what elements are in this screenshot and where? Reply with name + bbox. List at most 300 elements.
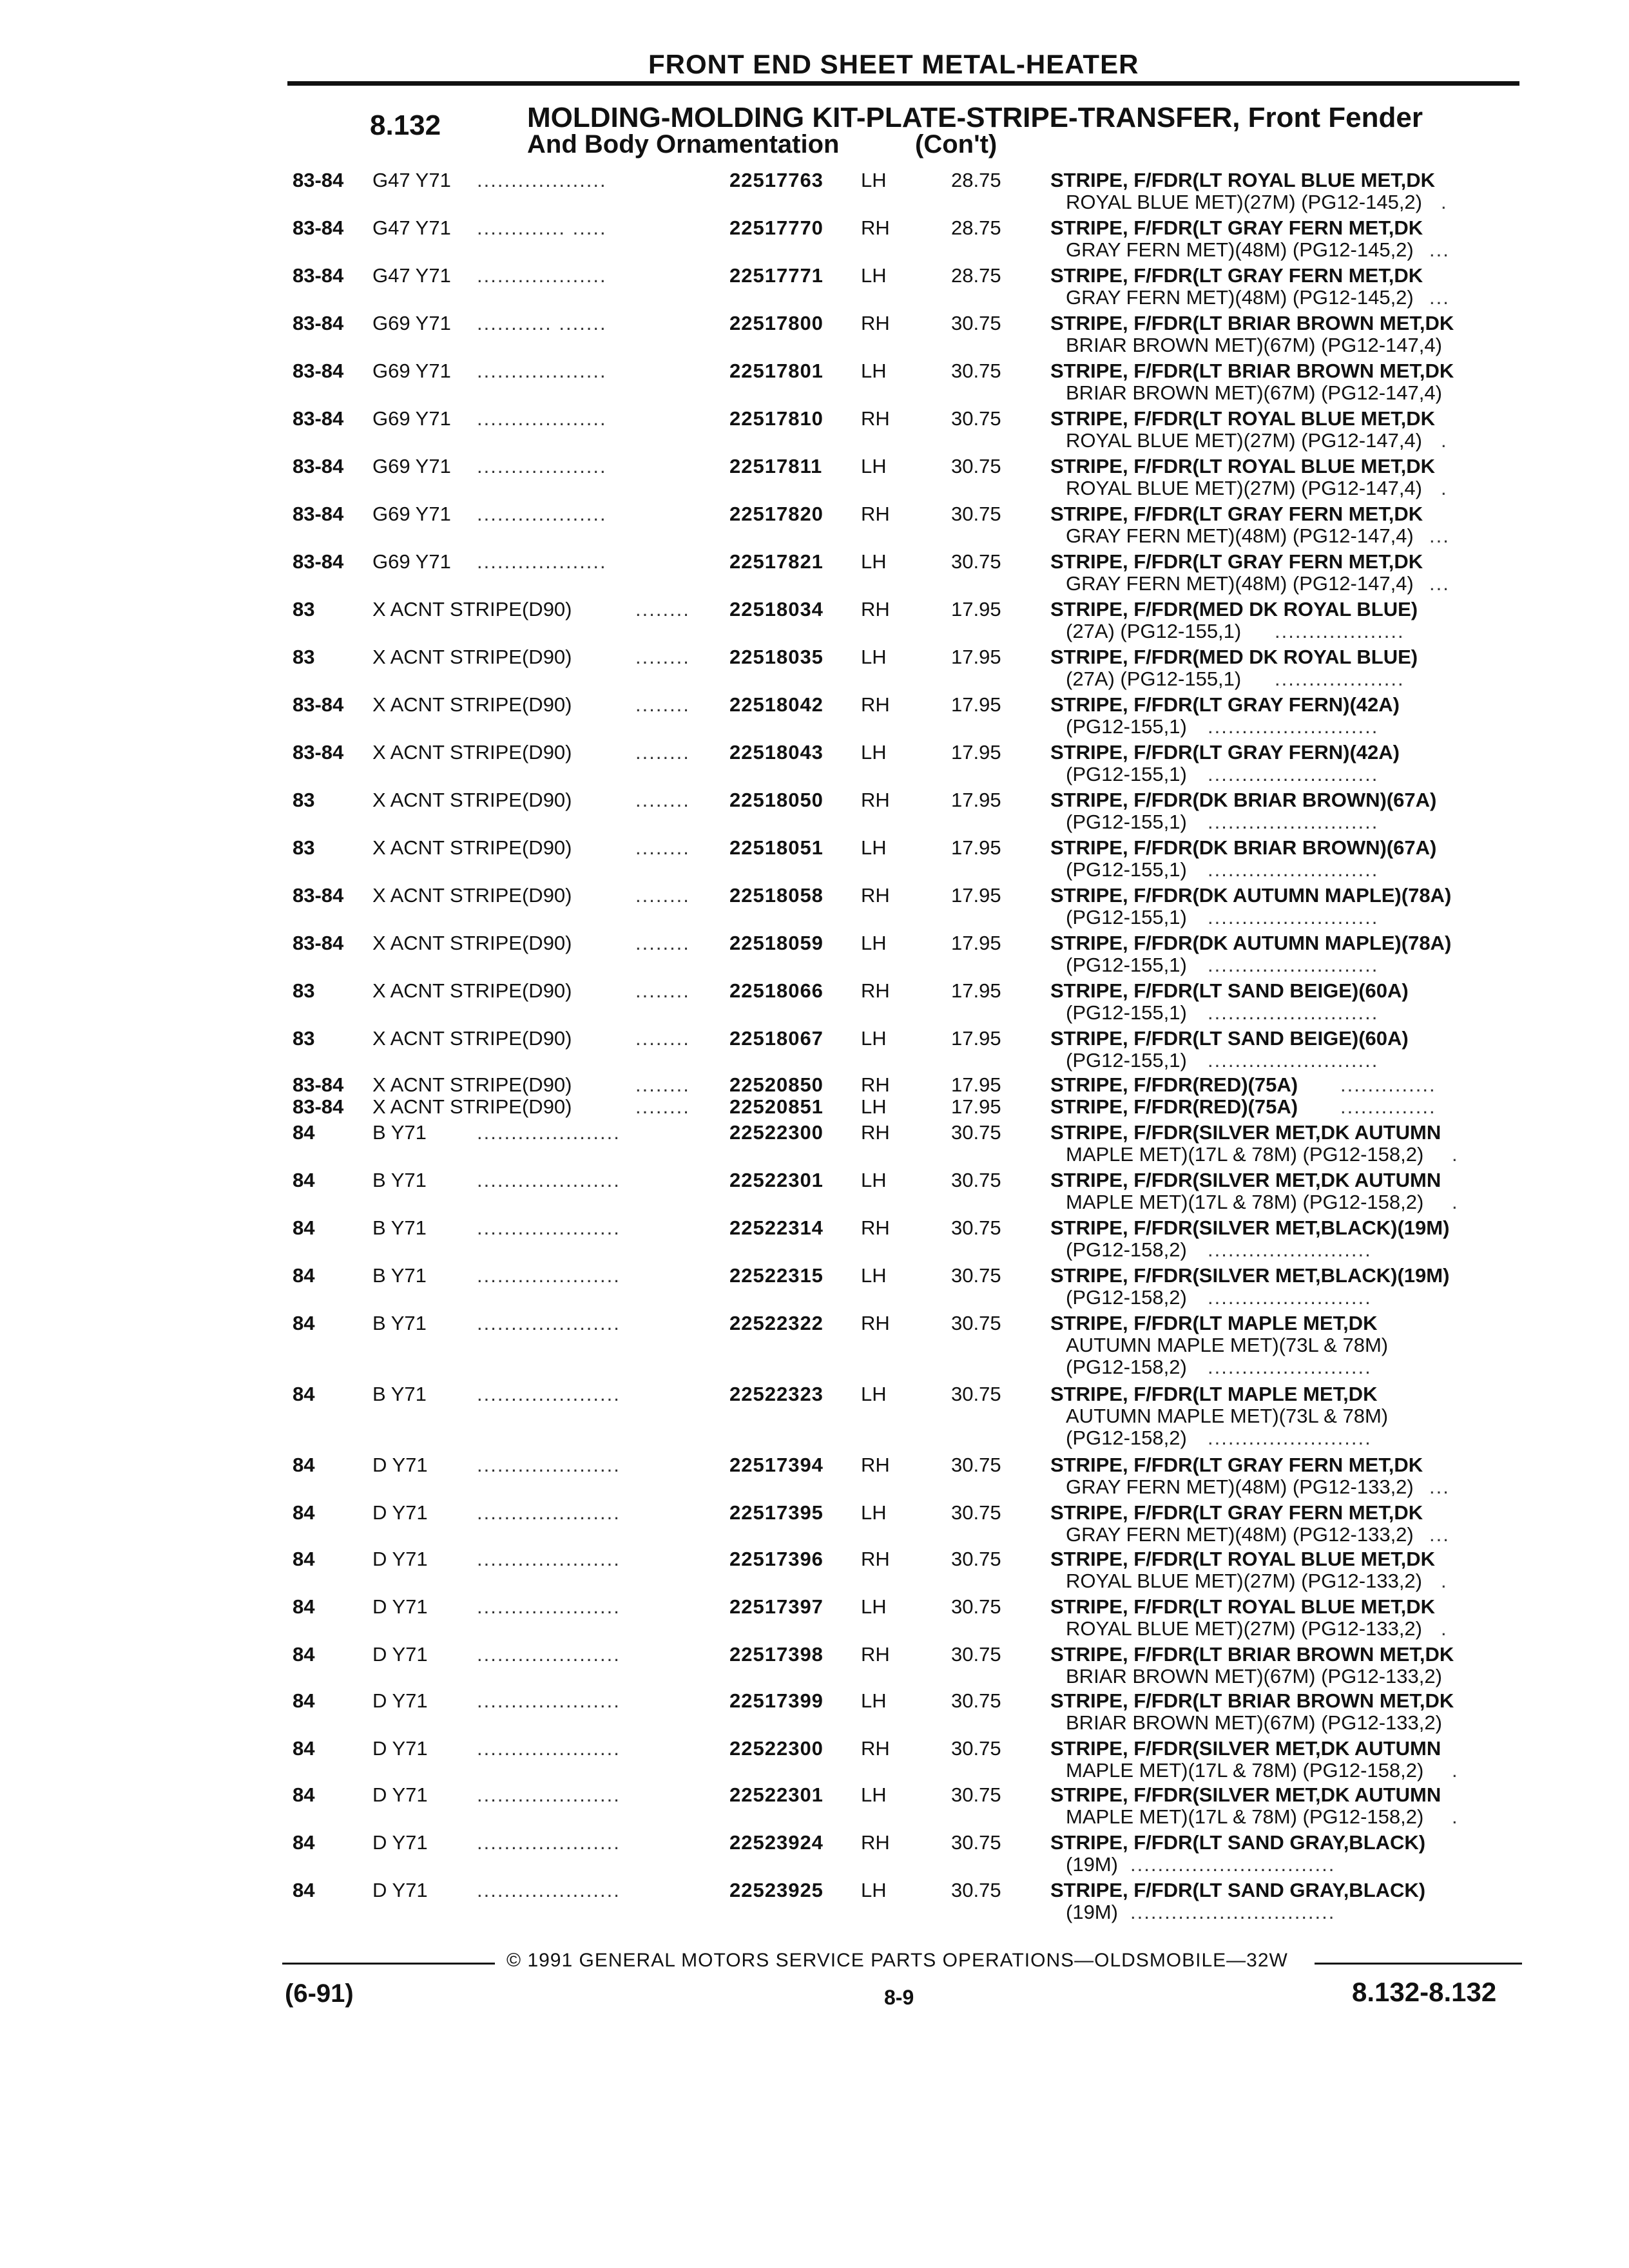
- leader-dots: ........: [635, 1095, 690, 1118]
- price: 17.95: [951, 1095, 1001, 1118]
- model-year: 83: [293, 836, 315, 859]
- side-indicator: RH: [861, 598, 890, 620]
- side-indicator: RH: [861, 407, 890, 430]
- description: STRIPE, F/FDR(LT ROYAL BLUE MET,DK: [1050, 1595, 1436, 1618]
- description-line2: (PG12-158,2): [1066, 1238, 1187, 1261]
- part-number: 22518067: [729, 1027, 824, 1050]
- description: STRIPE, F/FDR(LT GRAY FERN MET,DK: [1050, 264, 1423, 287]
- footer-date: (6-91): [285, 1979, 354, 2008]
- leader-dots: .....................: [477, 1689, 621, 1712]
- price: 30.75: [951, 312, 1001, 334]
- model-code: G47 Y71: [372, 216, 451, 239]
- price: 17.95: [951, 1073, 1001, 1096]
- model-code: D Y71: [372, 1501, 428, 1524]
- description: STRIPE, F/FDR(LT GRAY FERN)(42A): [1050, 741, 1400, 764]
- leader-dots: ........: [635, 979, 690, 1002]
- part-number: 22517397: [729, 1595, 824, 1618]
- part-number: 22518059: [729, 932, 824, 954]
- leader-dots: ........: [635, 1027, 690, 1050]
- model-code: X ACNT STRIPE(D90): [372, 884, 572, 907]
- description-line2: BRIAR BROWN MET)(67M) (PG12-147,4): [1066, 334, 1442, 356]
- description: STRIPE, F/FDR(MED DK ROYAL BLUE): [1050, 598, 1418, 620]
- footer-copyright: © 1991 GENERAL MOTORS SERVICE PARTS OPERATIONS—OLDSMOBILE—32W: [506, 1950, 1288, 1971]
- leader-dots: ...................: [477, 264, 607, 287]
- model-year: 83: [293, 789, 315, 811]
- description-line2: (19M): [1066, 1853, 1118, 1876]
- model-code: X ACNT STRIPE(D90): [372, 1095, 572, 1118]
- description-line2: GRAY FERN MET)(48M) (PG12-145,2): [1066, 238, 1414, 261]
- part-number: 22518058: [729, 884, 824, 907]
- side-indicator: LH: [861, 932, 887, 954]
- price: 17.95: [951, 646, 1001, 668]
- leader-dots: ........: [635, 789, 690, 811]
- model-code: G47 Y71: [372, 169, 451, 191]
- model-year: 84: [293, 1737, 315, 1760]
- price: 17.95: [951, 693, 1001, 716]
- description: STRIPE, F/FDR(SILVER MET,DK AUTUMN: [1050, 1783, 1441, 1806]
- leader-dots: ........................: [1208, 1286, 1372, 1309]
- leader-dots: .: [1452, 1759, 1459, 1782]
- model-year: 84: [293, 1595, 315, 1618]
- leader-dots: .....................: [477, 1312, 621, 1334]
- side-indicator: RH: [861, 1831, 890, 1854]
- model-code: B Y71: [372, 1216, 427, 1239]
- model-code: D Y71: [372, 1831, 428, 1854]
- price: 17.95: [951, 979, 1001, 1002]
- description: STRIPE, F/FDR(LT ROYAL BLUE MET,DK: [1050, 407, 1436, 430]
- part-number: 22522323: [729, 1383, 824, 1405]
- model-year: 84: [293, 1783, 315, 1806]
- description: STRIPE, F/FDR(DK BRIAR BROWN)(67A): [1050, 789, 1437, 811]
- leader-dots: ........: [635, 884, 690, 907]
- description: STRIPE, F/FDR(LT BRIAR BROWN MET,DK: [1050, 312, 1454, 334]
- leader-dots: ...................: [477, 169, 607, 191]
- description: STRIPE, F/FDR(SILVER MET,DK AUTUMN: [1050, 1121, 1441, 1144]
- price: 30.75: [951, 1264, 1001, 1287]
- model-year: 84: [293, 1216, 315, 1239]
- description: STRIPE, F/FDR(LT GRAY FERN MET,DK: [1050, 1454, 1423, 1476]
- model-year: 83-84: [293, 169, 344, 191]
- description-line2: MAPLE MET)(17L & 78M) (PG12-158,2): [1066, 1805, 1424, 1828]
- model-code: X ACNT STRIPE(D90): [372, 1027, 572, 1050]
- leader-dots: ............. .....: [477, 216, 607, 239]
- side-indicator: RH: [861, 1121, 890, 1144]
- model-code: X ACNT STRIPE(D90): [372, 1073, 572, 1096]
- leader-dots: ...................: [477, 407, 607, 430]
- leader-dots: .....................: [477, 1595, 621, 1618]
- description-line2: MAPLE MET)(17L & 78M) (PG12-158,2): [1066, 1143, 1424, 1166]
- model-year: 83-84: [293, 550, 344, 573]
- part-number: 22522315: [729, 1264, 824, 1287]
- price: 30.75: [951, 550, 1001, 573]
- section-title-line2: And Body Ornamentation: [527, 130, 840, 159]
- description-line2: ROYAL BLUE MET)(27M) (PG12-147,4): [1066, 429, 1422, 452]
- side-indicator: LH: [861, 264, 887, 287]
- part-number: 22517399: [729, 1689, 824, 1712]
- description-line2: (27A) (PG12-155,1): [1066, 620, 1242, 642]
- side-indicator: LH: [861, 1169, 887, 1191]
- side-indicator: RH: [861, 884, 890, 907]
- price: 17.95: [951, 741, 1001, 764]
- model-code: G69 Y71: [372, 503, 451, 525]
- leader-dots: ........: [635, 741, 690, 764]
- model-year: 83-84: [293, 312, 344, 334]
- description-line2: BRIAR BROWN MET)(67M) (PG12-133,2): [1066, 1711, 1442, 1734]
- part-number: 22523925: [729, 1879, 824, 1901]
- part-number: 22520851: [729, 1095, 824, 1118]
- leader-dots: ..............................: [1130, 1853, 1336, 1876]
- leader-dots: ...: [1429, 524, 1450, 547]
- description: STRIPE, F/FDR(LT SAND GRAY,BLACK): [1050, 1879, 1426, 1901]
- leader-dots: ........: [635, 1073, 690, 1096]
- part-number: 22518066: [729, 979, 824, 1002]
- description: STRIPE, F/FDR(SILVER MET,DK AUTUMN: [1050, 1169, 1441, 1191]
- description-line2: ROYAL BLUE MET)(27M) (PG12-133,2): [1066, 1570, 1422, 1592]
- leader-dots: .....................: [477, 1783, 621, 1806]
- leader-dots: .........................: [1208, 906, 1379, 928]
- model-code: B Y71: [372, 1121, 427, 1144]
- leader-dots: .....................: [477, 1383, 621, 1405]
- model-year: 83-84: [293, 884, 344, 907]
- description: STRIPE, F/FDR(LT ROYAL BLUE MET,DK: [1050, 455, 1436, 477]
- description: STRIPE, F/FDR(LT ROYAL BLUE MET,DK: [1050, 1548, 1436, 1570]
- part-number: 22517763: [729, 169, 824, 191]
- model-code: X ACNT STRIPE(D90): [372, 789, 572, 811]
- model-code: X ACNT STRIPE(D90): [372, 693, 572, 716]
- model-code: D Y71: [372, 1548, 428, 1570]
- description-line2: (PG12-158,2): [1066, 1286, 1187, 1309]
- description: STRIPE, F/FDR(RED)(75A): [1050, 1095, 1298, 1118]
- description: STRIPE, F/FDR(SILVER MET,BLACK)(19M): [1050, 1216, 1450, 1239]
- model-year: 84: [293, 1383, 315, 1405]
- part-number: 22522301: [729, 1169, 824, 1191]
- leader-dots: .: [1452, 1191, 1459, 1213]
- side-indicator: LH: [861, 169, 887, 191]
- side-indicator: RH: [861, 1548, 890, 1570]
- side-indicator: RH: [861, 216, 890, 239]
- leader-dots: .....................: [477, 1216, 621, 1239]
- description: STRIPE, F/FDR(DK BRIAR BROWN)(67A): [1050, 836, 1437, 859]
- price: 17.95: [951, 932, 1001, 954]
- part-number: 22517821: [729, 550, 824, 573]
- price: 30.75: [951, 503, 1001, 525]
- leader-dots: .: [1441, 191, 1448, 213]
- leader-dots: ...................: [477, 550, 607, 573]
- side-indicator: LH: [861, 836, 887, 859]
- description-line2: GRAY FERN MET)(48M) (PG12-133,2): [1066, 1475, 1414, 1498]
- model-year: 84: [293, 1831, 315, 1854]
- description-line2: GRAY FERN MET)(48M) (PG12-147,4): [1066, 524, 1414, 547]
- model-year: 84: [293, 1879, 315, 1901]
- price: 30.75: [951, 1169, 1001, 1191]
- description: STRIPE, F/FDR(RED)(75A): [1050, 1073, 1298, 1096]
- leader-dots: .........................: [1208, 954, 1379, 976]
- description: STRIPE, F/FDR(LT SAND BEIGE)(60A): [1050, 1027, 1409, 1050]
- part-number: 22517820: [729, 503, 824, 525]
- leader-dots: ........: [635, 836, 690, 859]
- model-year: 83: [293, 646, 315, 668]
- model-year: 84: [293, 1548, 315, 1570]
- leader-dots: ...................: [477, 455, 607, 477]
- leader-dots: .: [1452, 1805, 1459, 1828]
- leader-dots: ..............: [1340, 1095, 1436, 1118]
- model-code: G69 Y71: [372, 407, 451, 430]
- model-year: 84: [293, 1501, 315, 1524]
- part-number: 22518050: [729, 789, 824, 811]
- description-line2: MAPLE MET)(17L & 78M) (PG12-158,2): [1066, 1759, 1424, 1782]
- description-line2: (PG12-155,1): [1066, 715, 1187, 738]
- model-code: D Y71: [372, 1689, 428, 1712]
- description-line2: ROYAL BLUE MET)(27M) (PG12-147,4): [1066, 477, 1422, 499]
- description-line2: BRIAR BROWN MET)(67M) (PG12-147,4): [1066, 381, 1442, 404]
- leader-dots: .....................: [477, 1501, 621, 1524]
- description-line3: (PG12-158,2): [1066, 1356, 1187, 1378]
- leader-dots: ...: [1429, 572, 1450, 595]
- description: STRIPE, F/FDR(SILVER MET,DK AUTUMN: [1050, 1737, 1441, 1760]
- price: 30.75: [951, 1121, 1001, 1144]
- model-code: D Y71: [372, 1783, 428, 1806]
- side-indicator: LH: [861, 1783, 887, 1806]
- description-line2: GRAY FERN MET)(48M) (PG12-133,2): [1066, 1523, 1414, 1546]
- leader-dots: ........................: [1208, 1356, 1372, 1378]
- leader-dots: .........................: [1208, 1001, 1379, 1024]
- model-code: G69 Y71: [372, 360, 451, 382]
- price: 30.75: [951, 407, 1001, 430]
- header-rule: [287, 81, 1519, 86]
- price: 30.75: [951, 360, 1001, 382]
- description: STRIPE, F/FDR(LT SAND BEIGE)(60A): [1050, 979, 1409, 1002]
- leader-dots: .: [1441, 1617, 1448, 1640]
- part-number: 22518043: [729, 741, 824, 764]
- description: STRIPE, F/FDR(MED DK ROYAL BLUE): [1050, 646, 1418, 668]
- leader-dots: .....................: [477, 1737, 621, 1760]
- model-year: 84: [293, 1689, 315, 1712]
- page-header-title: FRONT END SHEET METAL-HEATER: [648, 49, 1139, 79]
- model-code: G47 Y71: [372, 264, 451, 287]
- description: STRIPE, F/FDR(DK AUTUMN MAPLE)(78A): [1050, 884, 1452, 907]
- side-indicator: LH: [861, 550, 887, 573]
- price: 30.75: [951, 1689, 1001, 1712]
- model-year: 83-84: [293, 1095, 344, 1118]
- side-indicator: RH: [861, 1643, 890, 1666]
- description-line2: BRIAR BROWN MET)(67M) (PG12-133,2): [1066, 1665, 1442, 1687]
- part-number: 22517811: [729, 455, 823, 477]
- leader-dots: ...................: [1275, 620, 1405, 642]
- description-line2: (27A) (PG12-155,1): [1066, 668, 1242, 690]
- side-indicator: RH: [861, 312, 890, 334]
- leader-dots: .....................: [477, 1548, 621, 1570]
- part-number: 22517394: [729, 1454, 824, 1476]
- part-number: 22517801: [729, 360, 824, 382]
- model-year: 83-84: [293, 264, 344, 287]
- side-indicator: LH: [861, 1879, 887, 1901]
- leader-dots: .....................: [477, 1169, 621, 1191]
- description: STRIPE, F/FDR(SILVER MET,BLACK)(19M): [1050, 1264, 1450, 1287]
- model-code: D Y71: [372, 1737, 428, 1760]
- side-indicator: LH: [861, 741, 887, 764]
- model-year: 83-84: [293, 932, 344, 954]
- side-indicator: LH: [861, 646, 887, 668]
- price: 30.75: [951, 1383, 1001, 1405]
- description-line2: (PG12-155,1): [1066, 858, 1187, 881]
- side-indicator: LH: [861, 1689, 887, 1712]
- price: 30.75: [951, 1783, 1001, 1806]
- model-year: 84: [293, 1121, 315, 1144]
- side-indicator: LH: [861, 1595, 887, 1618]
- model-code: B Y71: [372, 1169, 427, 1191]
- description: STRIPE, F/FDR(LT GRAY FERN MET,DK: [1050, 550, 1423, 573]
- price: 30.75: [951, 455, 1001, 477]
- price: 17.95: [951, 1027, 1001, 1050]
- description-line2: ROYAL BLUE MET)(27M) (PG12-145,2): [1066, 191, 1422, 213]
- price: 30.75: [951, 1548, 1001, 1570]
- description: STRIPE, F/FDR(LT BRIAR BROWN MET,DK: [1050, 1643, 1454, 1666]
- model-year: 83-84: [293, 360, 344, 382]
- description-line2: MAPLE MET)(17L & 78M) (PG12-158,2): [1066, 1191, 1424, 1213]
- part-number: 22517771: [729, 264, 824, 287]
- model-code: B Y71: [372, 1383, 427, 1405]
- model-year: 83: [293, 1027, 315, 1050]
- side-indicator: LH: [861, 1383, 887, 1405]
- leader-dots: .....................: [477, 1121, 621, 1144]
- model-year: 83-84: [293, 407, 344, 430]
- leader-dots: .....................: [477, 1643, 621, 1666]
- model-year: 84: [293, 1312, 315, 1334]
- model-code: B Y71: [372, 1312, 427, 1334]
- leader-dots: ...................: [1275, 668, 1405, 690]
- leader-dots: .: [1452, 1143, 1459, 1166]
- leader-dots: ..............: [1340, 1073, 1436, 1096]
- part-number: 22522322: [729, 1312, 824, 1334]
- side-indicator: RH: [861, 1454, 890, 1476]
- part-number: 22522314: [729, 1216, 824, 1239]
- description: STRIPE, F/FDR(LT BRIAR BROWN MET,DK: [1050, 360, 1454, 382]
- footer-page-number: 8-9: [884, 1986, 914, 2009]
- part-number: 22517810: [729, 407, 824, 430]
- part-number: 22520850: [729, 1073, 824, 1096]
- side-indicator: LH: [861, 360, 887, 382]
- model-code: X ACNT STRIPE(D90): [372, 932, 572, 954]
- description-line3: (PG12-158,2): [1066, 1427, 1187, 1449]
- price: 30.75: [951, 1595, 1001, 1618]
- leader-dots: ...................: [477, 503, 607, 525]
- description: STRIPE, F/FDR(LT SAND GRAY,BLACK): [1050, 1831, 1426, 1854]
- leader-dots: .....................: [477, 1831, 621, 1854]
- leader-dots: ..............................: [1130, 1901, 1336, 1923]
- leader-dots: .....................: [477, 1454, 621, 1476]
- price: 30.75: [951, 1737, 1001, 1760]
- model-year: 83: [293, 979, 315, 1002]
- leader-dots: .....................: [477, 1264, 621, 1287]
- description: STRIPE, F/FDR(LT GRAY FERN)(42A): [1050, 693, 1400, 716]
- description-line2: AUTUMN MAPLE MET)(73L & 78M): [1066, 1405, 1389, 1427]
- leader-dots: ........: [635, 598, 690, 620]
- side-indicator: RH: [861, 503, 890, 525]
- leader-dots: .........................: [1208, 811, 1379, 833]
- model-code: D Y71: [372, 1595, 428, 1618]
- model-year: 84: [293, 1169, 315, 1191]
- model-code: X ACNT STRIPE(D90): [372, 836, 572, 859]
- side-indicator: RH: [861, 1312, 890, 1334]
- section-number: 8.132: [370, 110, 441, 141]
- leader-dots: ........: [635, 932, 690, 954]
- leader-dots: .: [1441, 477, 1448, 499]
- description-line2: (PG12-155,1): [1066, 811, 1187, 833]
- description: STRIPE, F/FDR(DK AUTUMN MAPLE)(78A): [1050, 932, 1452, 954]
- price: 17.95: [951, 884, 1001, 907]
- leader-dots: ...................: [477, 360, 607, 382]
- description-line2: (PG12-155,1): [1066, 906, 1187, 928]
- model-year: 83-84: [293, 741, 344, 764]
- leader-dots: .........................: [1208, 858, 1379, 881]
- leader-dots: .: [1441, 429, 1448, 452]
- footer-section-range: 8.132-8.132: [1352, 1977, 1497, 2007]
- model-year: 83-84: [293, 216, 344, 239]
- part-number: 22522300: [729, 1121, 824, 1144]
- price: 30.75: [951, 1879, 1001, 1901]
- model-code: X ACNT STRIPE(D90): [372, 979, 572, 1002]
- description-line2: GRAY FERN MET)(48M) (PG12-147,4): [1066, 572, 1414, 595]
- section-continued: (Con't): [915, 130, 998, 159]
- model-code: G69 Y71: [372, 455, 451, 477]
- model-year: 84: [293, 1643, 315, 1666]
- leader-dots: ........................: [1208, 1238, 1372, 1261]
- side-indicator: LH: [861, 455, 887, 477]
- price: 30.75: [951, 1501, 1001, 1524]
- model-code: X ACNT STRIPE(D90): [372, 598, 572, 620]
- model-code: X ACNT STRIPE(D90): [372, 741, 572, 764]
- model-code: B Y71: [372, 1264, 427, 1287]
- model-code: X ACNT STRIPE(D90): [372, 646, 572, 668]
- leader-dots: ...: [1429, 286, 1450, 309]
- leader-dots: ........... .......: [477, 312, 607, 334]
- part-number: 22517396: [729, 1548, 824, 1570]
- price: 30.75: [951, 1454, 1001, 1476]
- model-year: 84: [293, 1454, 315, 1476]
- description: STRIPE, F/FDR(LT GRAY FERN MET,DK: [1050, 1501, 1423, 1524]
- price: 17.95: [951, 789, 1001, 811]
- side-indicator: RH: [861, 693, 890, 716]
- model-code: D Y71: [372, 1879, 428, 1901]
- part-number: 22518042: [729, 693, 824, 716]
- model-year: 84: [293, 1264, 315, 1287]
- leader-dots: .........................: [1208, 715, 1379, 738]
- side-indicator: RH: [861, 979, 890, 1002]
- price: 28.75: [951, 169, 1001, 191]
- price: 17.95: [951, 836, 1001, 859]
- side-indicator: LH: [861, 1095, 887, 1118]
- leader-dots: ........................: [1208, 1427, 1372, 1449]
- leader-dots: ........: [635, 693, 690, 716]
- description: STRIPE, F/FDR(LT MAPLE MET,DK: [1050, 1312, 1378, 1334]
- footer-rule-right: [1315, 1963, 1522, 1965]
- leader-dots: .........................: [1208, 763, 1379, 785]
- part-number: 22523924: [729, 1831, 824, 1854]
- model-year: 83: [293, 598, 315, 620]
- leader-dots: .........................: [1208, 1049, 1379, 1072]
- description-line2: (PG12-155,1): [1066, 763, 1187, 785]
- leader-dots: ...: [1429, 1523, 1450, 1546]
- model-year: 83-84: [293, 1073, 344, 1096]
- model-code: G69 Y71: [372, 550, 451, 573]
- description-line2: (PG12-155,1): [1066, 1049, 1187, 1072]
- side-indicator: RH: [861, 1073, 890, 1096]
- description-line2: ROYAL BLUE MET)(27M) (PG12-133,2): [1066, 1617, 1422, 1640]
- side-indicator: RH: [861, 1737, 890, 1760]
- part-number: 22518051: [729, 836, 824, 859]
- price: 28.75: [951, 216, 1001, 239]
- price: 30.75: [951, 1831, 1001, 1854]
